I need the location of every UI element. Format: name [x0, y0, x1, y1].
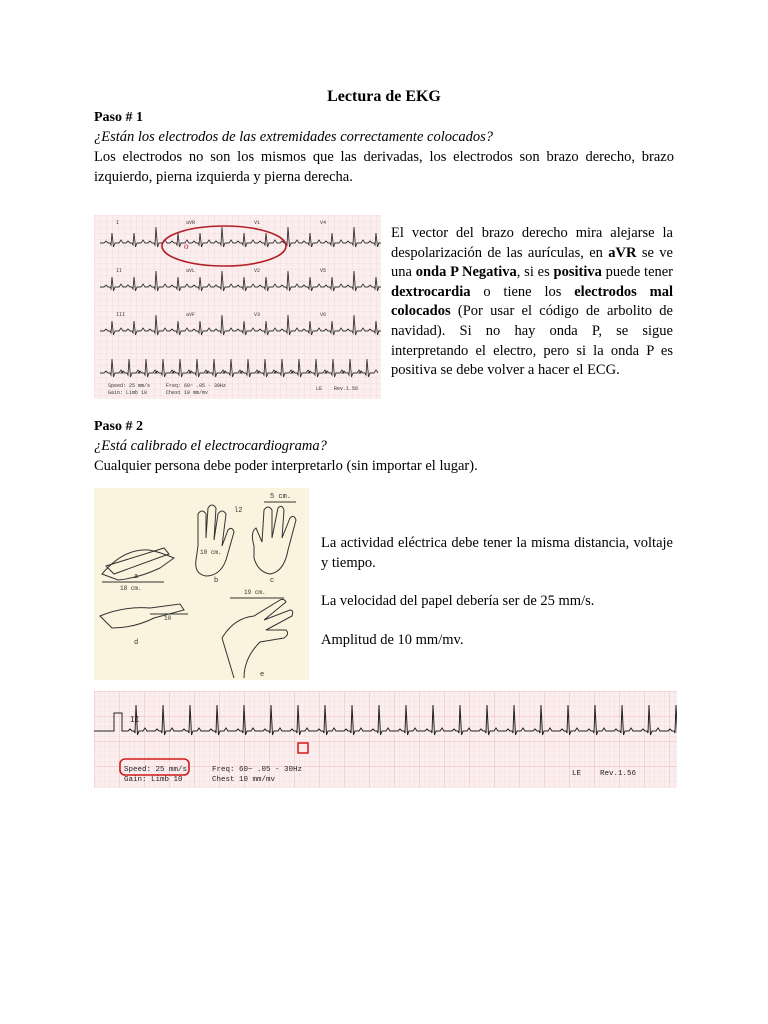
- explanation-text: , si es: [516, 264, 554, 281]
- step-2-paragraph-activity: La actividad eléctrica debe tener la misma distancia, voltaje y tiempo.: [321, 535, 673, 571]
- step-1-question: ¿Están los electrodos de las extremidades correctamente colocados?: [94, 129, 494, 145]
- ecg-rhythm-strip: [94, 691, 677, 788]
- ecg-footer-freq: Freq: 60~ .05 - 30Hz: [166, 383, 227, 389]
- ecg-footer-gain: Gain: Limb 10: [108, 390, 148, 396]
- lead-v6-label: V6: [320, 312, 327, 318]
- step-2-heading: Paso # 2: [94, 419, 143, 434]
- step-2-question: ¿Está calibrado el electrocardiograma?: [94, 438, 327, 454]
- strip-freq-label: Freq: 60~ .05 - 30Hz: [212, 766, 303, 774]
- explanation-text: se ve una: [391, 244, 673, 281]
- lead-iii-label: III: [116, 312, 126, 318]
- strip-le-label: LE: [572, 770, 582, 778]
- step-1-text: Los electrodos no son los mismos que las derivadas, los electrodos son brazo derecho, brazo izquierdo, pierna izquierda y pierna derecha.: [94, 149, 674, 185]
- hand-label-c: c: [270, 577, 275, 585]
- strip-lead-label: II: [130, 716, 140, 725]
- step-2-paragraph-amplitude: Amplitud de 10 mm/mv.: [321, 631, 464, 648]
- ecg-footer-speed: Speed: 25 mm/s: [108, 383, 151, 389]
- positiva-term: positiva: [553, 264, 602, 281]
- lead-v3-label: V3: [254, 312, 261, 318]
- step-1-explanation: [391, 224, 673, 381]
- lead-v4-label: V4: [320, 220, 327, 226]
- avr-p-mark: o: [184, 241, 189, 251]
- electrodos-mal-colocados-term: electrodos mal colocados: [391, 283, 673, 320]
- hand-label-19cm: 19 cm.: [244, 589, 266, 596]
- lead-i-label: I: [116, 220, 120, 226]
- explanation-text: o tiene los: [470, 283, 575, 300]
- ecg-footer-chest: Chest 10 mm/mv: [166, 390, 209, 396]
- step-2-text: Cualquier persona debe poder interpretarlo (sin importar el lugar).: [94, 458, 478, 474]
- hand-label-e: e: [260, 671, 265, 679]
- hand-measurement-image: [94, 488, 309, 680]
- hand-label-18cm: 18 cm.: [120, 585, 142, 592]
- strip-rev-label: Rev.1.56: [600, 770, 637, 778]
- hand-label-a: a: [134, 573, 139, 581]
- explanation-text: El vector del brazo derecho mira alejarse la despolarización de las aurículas, en: [391, 225, 673, 261]
- document-title: Lectura de EKG: [327, 88, 441, 105]
- lead-avf-label: aVF: [186, 312, 196, 318]
- lead-v1-label: V1: [254, 220, 261, 226]
- step-2-explanation: [321, 534, 673, 669]
- hand-label-d: d: [134, 639, 139, 647]
- avr-term: aVR: [608, 244, 637, 261]
- ecg-12-lead-image: [94, 215, 381, 399]
- onda-p-negativa-term: onda P Negativa: [415, 264, 517, 281]
- strip-gain-label: Gain: Limb 10: [124, 776, 183, 784]
- explanation-text: puede tener: [601, 264, 674, 281]
- step-1-heading: Paso # 1: [94, 110, 143, 125]
- lead-v5-label: V5: [320, 268, 327, 274]
- ecg-footer-rev: Rev.1.56: [334, 386, 359, 392]
- hand-label-l2: l2: [234, 507, 243, 515]
- lead-ii-label: II: [116, 268, 123, 274]
- strip-chest-label: Chest 10 mm/mv: [212, 776, 276, 784]
- lead-avl-label: aVL: [186, 268, 196, 274]
- strip-speed-label: Speed: 25 mm/s: [124, 766, 188, 774]
- ecg-footer-le: LE: [316, 386, 323, 392]
- step-2-paragraph-speed: La velocidad del papel debería ser de 25 mm/s.: [321, 593, 595, 610]
- lead-avr-label: aVR: [186, 220, 196, 226]
- hand-label-10cm: 10 cm.: [200, 549, 222, 556]
- hand-label-10: 10: [164, 615, 172, 622]
- hand-label-b: b: [214, 577, 219, 585]
- hand-label-5cm: 5 cm.: [270, 493, 292, 501]
- dextrocardia-term: dextrocardia: [391, 283, 471, 300]
- explanation-text: (Por usar el código de arbolito de navidad). Si no hay onda P, se sigue interpretando el electro, pero si la onda P es positiva se debe volver a hacer el ECG.: [391, 303, 673, 379]
- lead-v2-label: V2: [254, 268, 261, 274]
